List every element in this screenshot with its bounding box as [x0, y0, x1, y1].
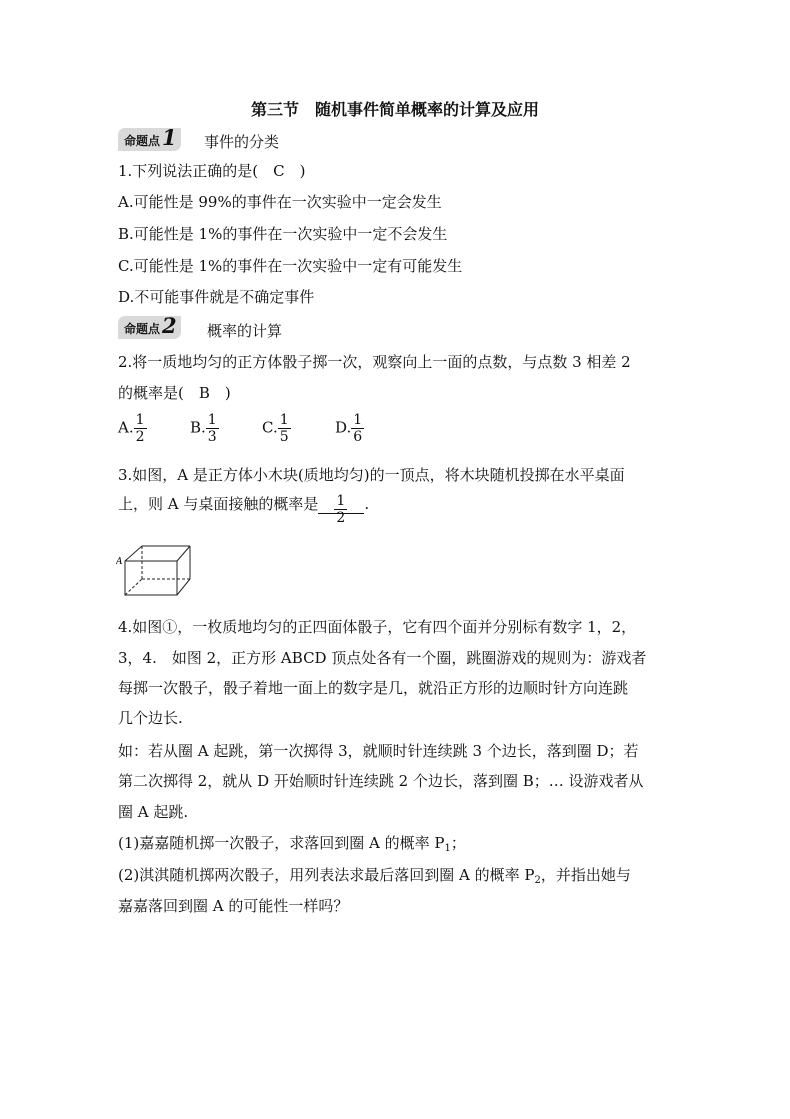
q4-line-2: 3，4. 如图 2，正方形 ABCD 顶点处各有一个圈，跳圈游戏的规则为：游戏者: [118, 649, 647, 667]
q4-line-7: 圈 A 起跳.: [118, 803, 189, 821]
topic-2-header: [118, 313, 181, 339]
q3-line-1: 3.如图，A 是正方体小木块(质地均匀)的一顶点，将木块随机投掷在水平桌面: [118, 466, 625, 484]
q2-option-c: C. $\frac{1}{5}$: [262, 412, 289, 445]
fraction: $\frac{1}{6}$: [353, 412, 363, 445]
q4-line-6: 第二次掷得 2，就从 D 开始顺时针连续跳 2 个边长，落到圈 B；… 设游戏者从: [118, 772, 644, 790]
q4-line-3: 每掷一次骰子，骰子着地一面上的数字是几，就沿正方形的边顺时针方向连跳: [118, 679, 629, 697]
fraction: $\frac{1}{3}$: [207, 412, 217, 445]
cube-figure: [116, 542, 192, 598]
vertex-label-a: A: [116, 557, 123, 567]
q2-option-a: A. $\frac{1}{2}$: [118, 412, 145, 445]
q4-line-1: 4.如图①，一枚质地均匀的正四面体骰子，它有四个面并分别标有数字 1，2，: [118, 618, 637, 636]
q4-part-1: (1)嘉嘉随机掷一次骰子，求落回到圈 A 的概率 $P_1$；: [118, 834, 466, 854]
q3-line-2: 上，则 A 与桌面接触的概率是 $\frac{1}{2}$ .: [118, 493, 370, 526]
q1-option-d: D.不可能事件就是不确定事件: [118, 288, 315, 306]
q4-part-2-line-2: 嘉嘉落回到圈 A 的可能性一样吗？: [118, 897, 349, 915]
q4-part-2: (2)淇淇随机掷两次骰子，用列表法求最后落回到圈 A 的概率 $P_2$，并指出她与: [118, 866, 631, 886]
topic-1-label: 事件的分类: [204, 133, 280, 151]
q2-option-b: B. $\frac{1}{3}$: [190, 412, 217, 445]
q1-stem: 1.下列说法正确的是( C ): [118, 162, 306, 180]
topic-badge: 命题点1: [118, 128, 181, 151]
topic-1-header: [118, 125, 181, 151]
q2-line-2: 的概率是( B ): [118, 384, 231, 402]
q1-option-b: B.可能性是 1%的事件在一次实验中一定不会发生: [118, 225, 448, 243]
fraction: $\frac{1}{2}$: [135, 412, 145, 445]
q1-option-a: A.可能性是 99%的事件在一次实验中一定会发生: [118, 193, 442, 211]
q2-option-d: D. $\frac{1}{6}$: [335, 412, 363, 445]
topic-2-label: 概率的计算: [207, 322, 283, 340]
section-title: 第三节 随机事件简单概率的计算及应用: [250, 100, 539, 119]
q4-line-4: 几个边长.: [118, 709, 183, 727]
q4-line-5: 如：若从圈 A 起跳，第一次掷得 3，就顺时针连续跳 3 个边长，落到圈 D；若: [118, 742, 639, 760]
topic-badge: 命题点2: [118, 316, 181, 339]
answer-blank: $\frac{1}{2}$: [318, 495, 364, 514]
q2-line-1: 2.将一质地均匀的正方体骰子掷一次，观察向上一面的点数，与点数 3 相差 2: [118, 353, 631, 371]
q1-option-c: C.可能性是 1%的事件在一次实验中一定有可能发生: [118, 257, 463, 275]
fraction: $\frac{1}{5}$: [279, 412, 289, 445]
